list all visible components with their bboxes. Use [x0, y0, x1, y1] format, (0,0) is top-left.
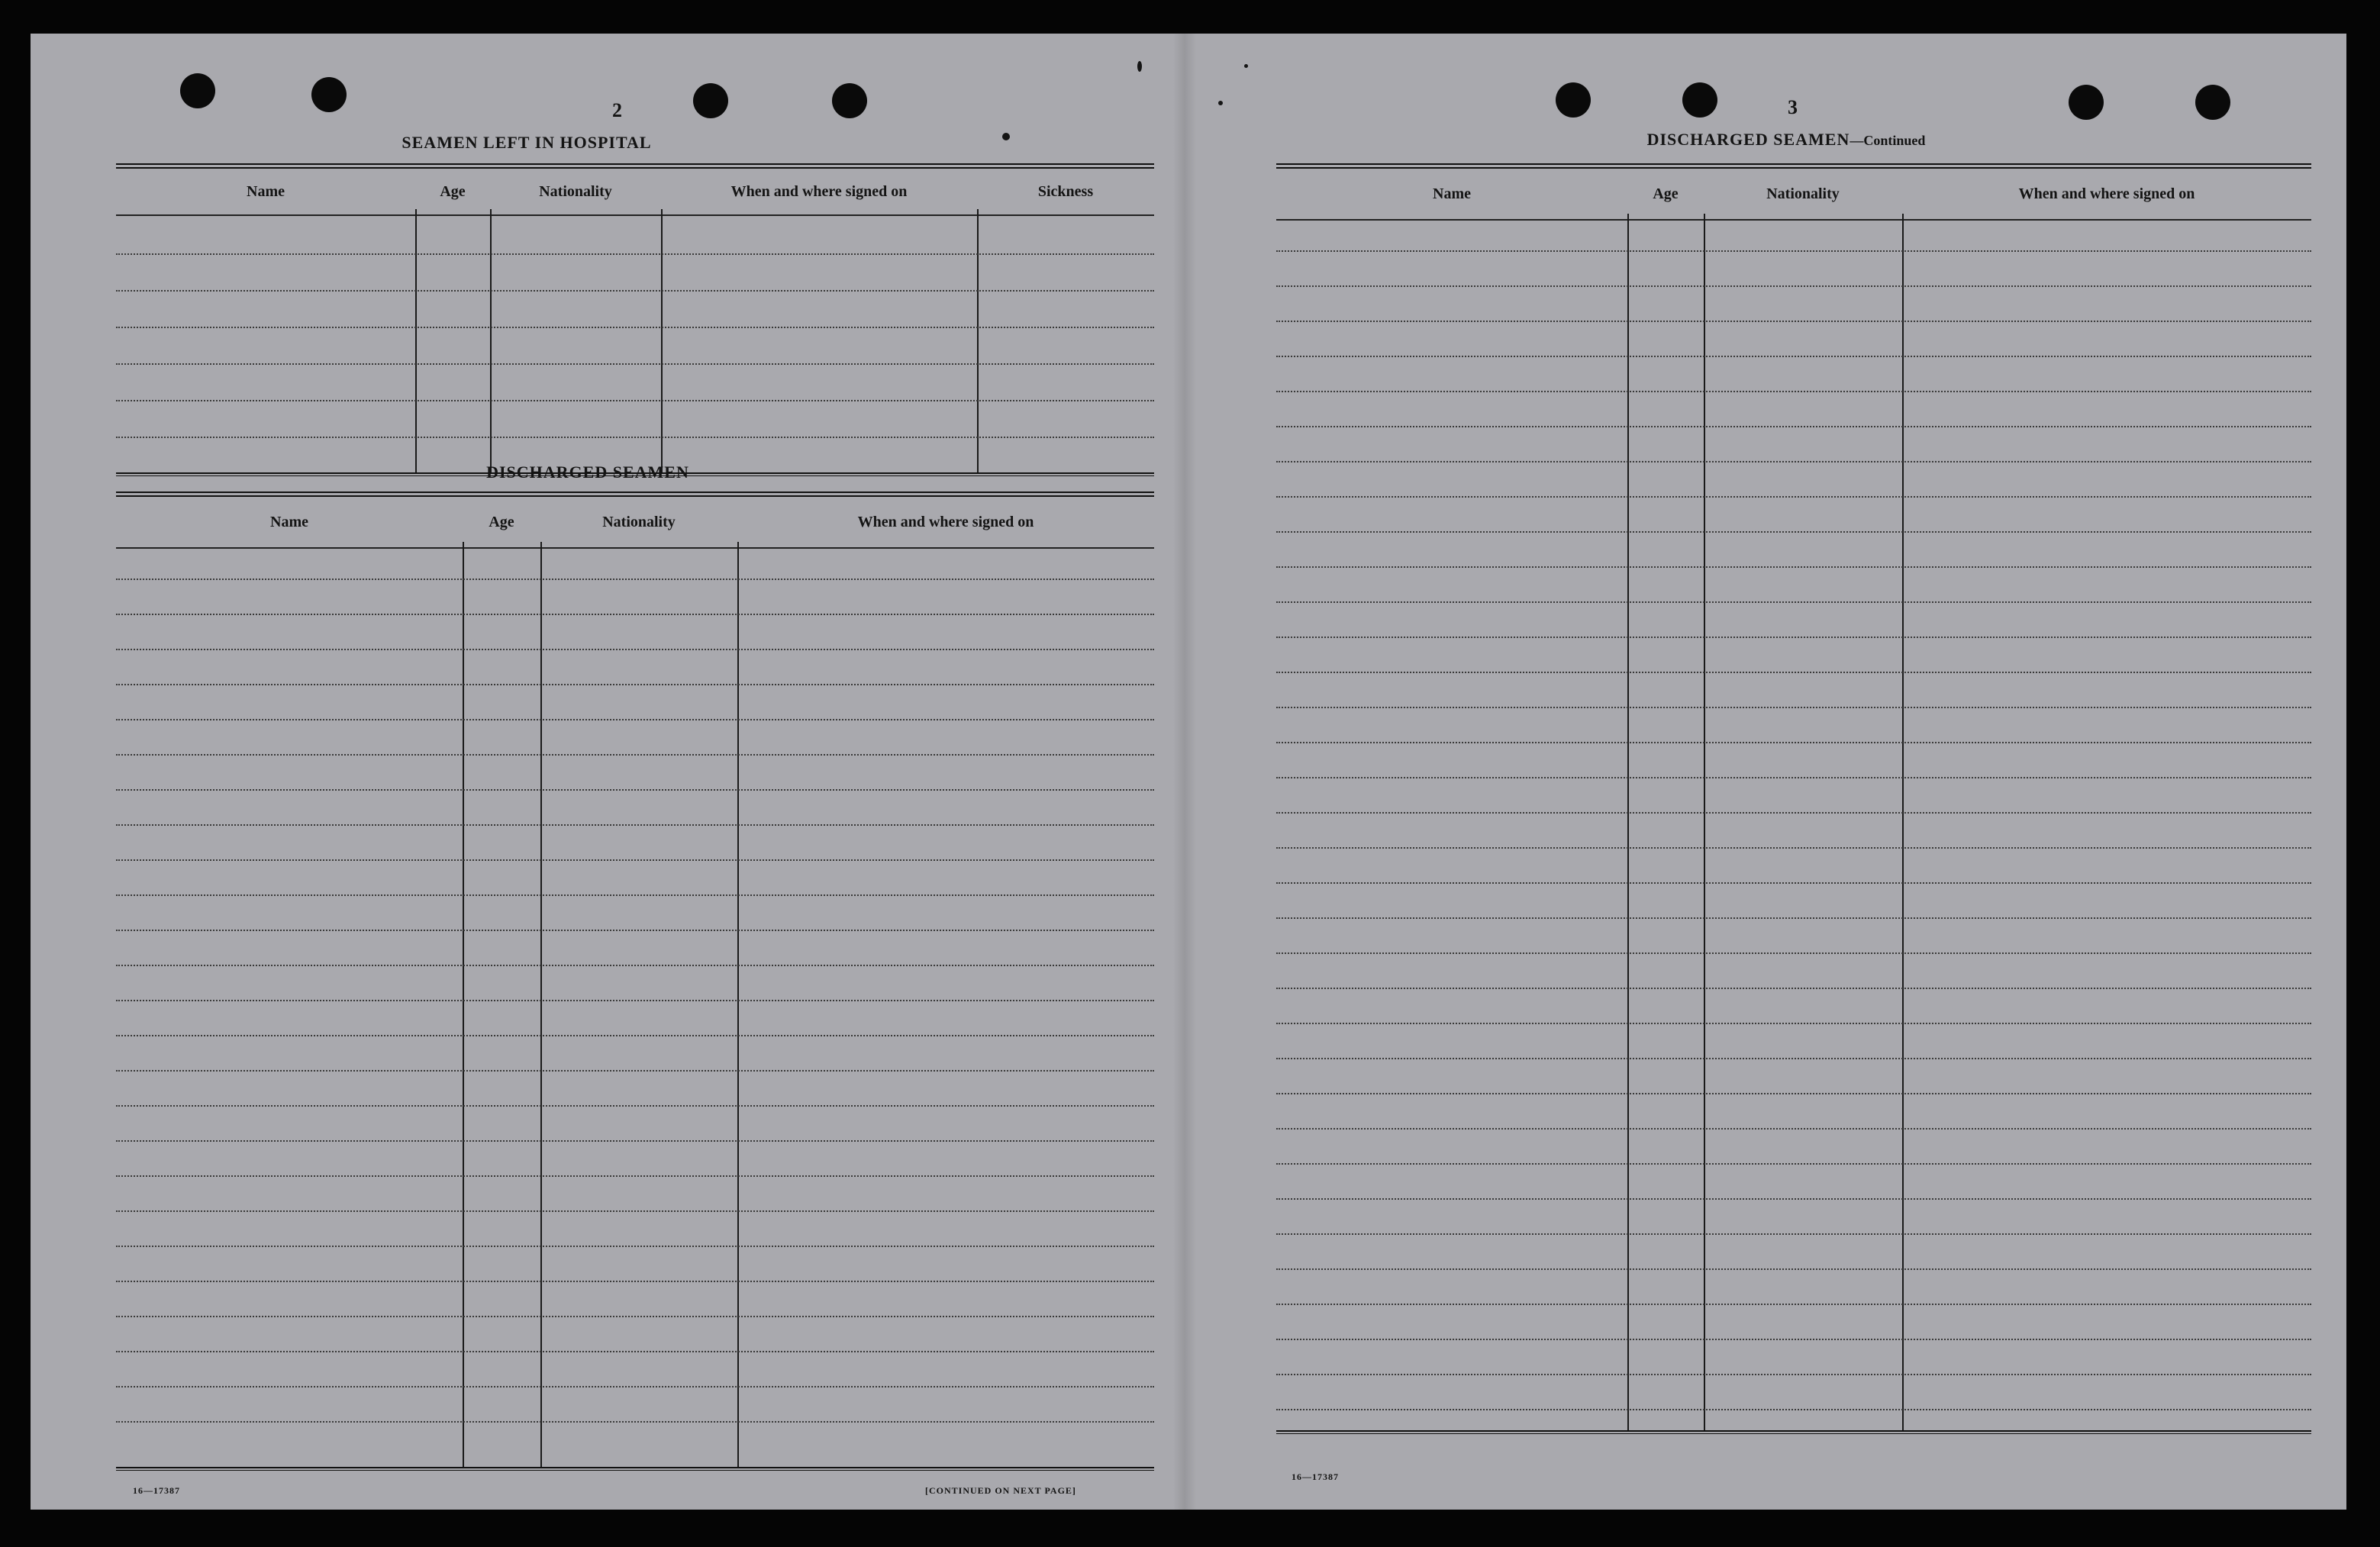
entry-row-line: [1276, 1093, 2311, 1094]
entry-row-line: [1276, 285, 2311, 287]
discharged-section-title: DISCHARGED SEAMEN: [486, 462, 689, 482]
entry-row-line: [1276, 601, 2311, 603]
col-name-header: Name: [1433, 185, 1471, 202]
punch-hole: [311, 77, 347, 112]
punch-hole: [2195, 85, 2230, 120]
entry-row-line: [1276, 1233, 2311, 1235]
column-divider: [1627, 214, 1629, 1430]
entry-row-line: [116, 930, 1154, 931]
entry-row-line: [116, 1421, 1154, 1423]
entry-row-line: [116, 1316, 1154, 1317]
entry-row-line: [1276, 847, 2311, 849]
entry-row-line: [1276, 321, 2311, 322]
entry-row-line: [116, 649, 1154, 650]
entry-row-line: [1276, 1374, 2311, 1375]
col-nationality-header: Nationality: [1766, 185, 1840, 202]
entry-row-line: [1276, 391, 2311, 392]
punch-hole: [693, 83, 728, 118]
col-signed-on-header: When and where signed on: [857, 513, 1034, 530]
entry-row-line: [116, 894, 1154, 896]
entry-row-line: [1276, 707, 2311, 708]
entry-row-line: [1276, 356, 2311, 357]
entry-row-line: [116, 579, 1154, 580]
hospital-section-title: SEAMEN LEFT IN HOSPITAL: [402, 133, 652, 152]
col-signed-on-header: When and where signed on: [2018, 185, 2195, 202]
entry-row-line: [1276, 672, 2311, 673]
page-number-left: 2: [612, 99, 622, 121]
page-number-right: 3: [1788, 96, 1798, 118]
col-age-header: Age: [440, 182, 466, 200]
entry-row-line: [116, 789, 1154, 791]
entry-row-line: [1276, 1198, 2311, 1200]
entry-row-line: [1276, 1339, 2311, 1340]
form-number-left: 16—17387: [133, 1485, 180, 1496]
entry-row-line: [1276, 1128, 2311, 1130]
entry-row-line: [1276, 1409, 2311, 1410]
ink-speck: [1218, 101, 1223, 105]
entry-row-line: [116, 400, 1154, 401]
entry-row-line: [116, 859, 1154, 861]
entry-row-line: [116, 614, 1154, 615]
entry-row-line: [1276, 812, 2311, 814]
entry-row-line: [116, 684, 1154, 685]
table-top-rule: [1276, 163, 2311, 169]
table-bottom-rule: [116, 1467, 1154, 1471]
column-divider: [1704, 214, 1705, 1430]
entry-row-line: [116, 1105, 1154, 1107]
entry-row-line: [1276, 566, 2311, 568]
col-age-header: Age: [1653, 185, 1679, 202]
entry-row-line: [116, 1175, 1154, 1177]
entry-row-line: [116, 1281, 1154, 1282]
punch-hole: [832, 83, 867, 118]
table-header: [1276, 169, 2311, 221]
entry-row-line: [116, 1386, 1154, 1387]
column-divider: [415, 209, 417, 472]
punch-hole: [180, 73, 215, 108]
entry-row-line: [116, 1210, 1154, 1212]
continued-suffix: —Continued: [1849, 133, 1926, 148]
col-nationality-header: Nationality: [539, 182, 612, 200]
discharged-continued-title: [1588, 130, 1985, 150]
entry-row-line: [116, 1035, 1154, 1036]
entry-row-line: [1276, 250, 2311, 252]
column-divider: [540, 542, 542, 1467]
col-name-header: Name: [270, 513, 308, 530]
entry-row-line: [116, 327, 1154, 328]
entry-row-line: [116, 363, 1154, 365]
entry-row-line: [1276, 952, 2311, 954]
entry-row-line: [1276, 531, 2311, 533]
scanned-document: [31, 34, 2346, 1510]
discharged-title-text: DISCHARGED SEAMEN: [1646, 130, 1850, 149]
column-divider: [977, 209, 979, 472]
page-fold: [1173, 34, 1196, 1510]
entry-row-line: [1276, 426, 2311, 427]
punch-hole: [1556, 82, 1591, 118]
entry-row-line: [1276, 882, 2311, 884]
entry-row-line: [116, 1070, 1154, 1072]
discharged-table-left: [116, 491, 1154, 1491]
entry-row-line: [116, 1246, 1154, 1247]
entry-row-line: [1276, 777, 2311, 778]
col-name-header: Name: [247, 182, 285, 200]
col-nationality-header: Nationality: [602, 513, 676, 530]
entry-row-line: [116, 754, 1154, 756]
column-divider: [463, 542, 464, 1467]
ink-speck: [1002, 133, 1010, 140]
entry-row-line: [1276, 637, 2311, 638]
discharged-table-right: [1276, 163, 2311, 1461]
form-number-right: 16—17387: [1292, 1471, 1339, 1482]
entry-row-line: [1276, 1058, 2311, 1059]
ink-speck: [1137, 61, 1142, 72]
entry-row-line: [116, 1140, 1154, 1142]
column-divider: [661, 209, 663, 472]
col-age-header: Age: [489, 513, 514, 530]
punch-hole: [1682, 82, 1717, 118]
table-header: [116, 169, 1154, 216]
entry-row-line: [1276, 742, 2311, 743]
column-divider: [737, 542, 739, 1467]
table-top-rule: [116, 491, 1154, 497]
entry-row-line: [116, 437, 1154, 438]
entry-row-line: [116, 1351, 1154, 1352]
col-signed-on-header: When and where signed on: [730, 182, 908, 200]
entry-row-line: [116, 1000, 1154, 1001]
ink-speck: [1244, 64, 1248, 68]
entry-row-line: [116, 290, 1154, 292]
entry-row-line: [1276, 1163, 2311, 1165]
entry-row-line: [1276, 1304, 2311, 1305]
hospital-table: [116, 163, 1154, 476]
entry-row-line: [1276, 917, 2311, 919]
entry-row-line: [116, 253, 1154, 255]
entry-row-line: [116, 824, 1154, 826]
table-bottom-rule: [1276, 1430, 2311, 1434]
punch-hole: [2069, 85, 2104, 120]
entry-row-line: [1276, 1268, 2311, 1270]
col-sickness-header: Sickness: [1037, 182, 1094, 200]
column-divider: [1902, 214, 1904, 1430]
continued-note: [CONTINUED ON NEXT PAGE]: [925, 1485, 1076, 1496]
column-divider: [490, 209, 492, 472]
table-header: [116, 497, 1154, 549]
entry-row-line: [1276, 496, 2311, 498]
table-top-rule: [116, 163, 1154, 169]
entry-row-line: [1276, 1023, 2311, 1024]
entry-row-line: [1276, 988, 2311, 989]
entry-row-line: [1276, 461, 2311, 462]
entry-row-line: [116, 965, 1154, 966]
entry-row-line: [116, 719, 1154, 720]
